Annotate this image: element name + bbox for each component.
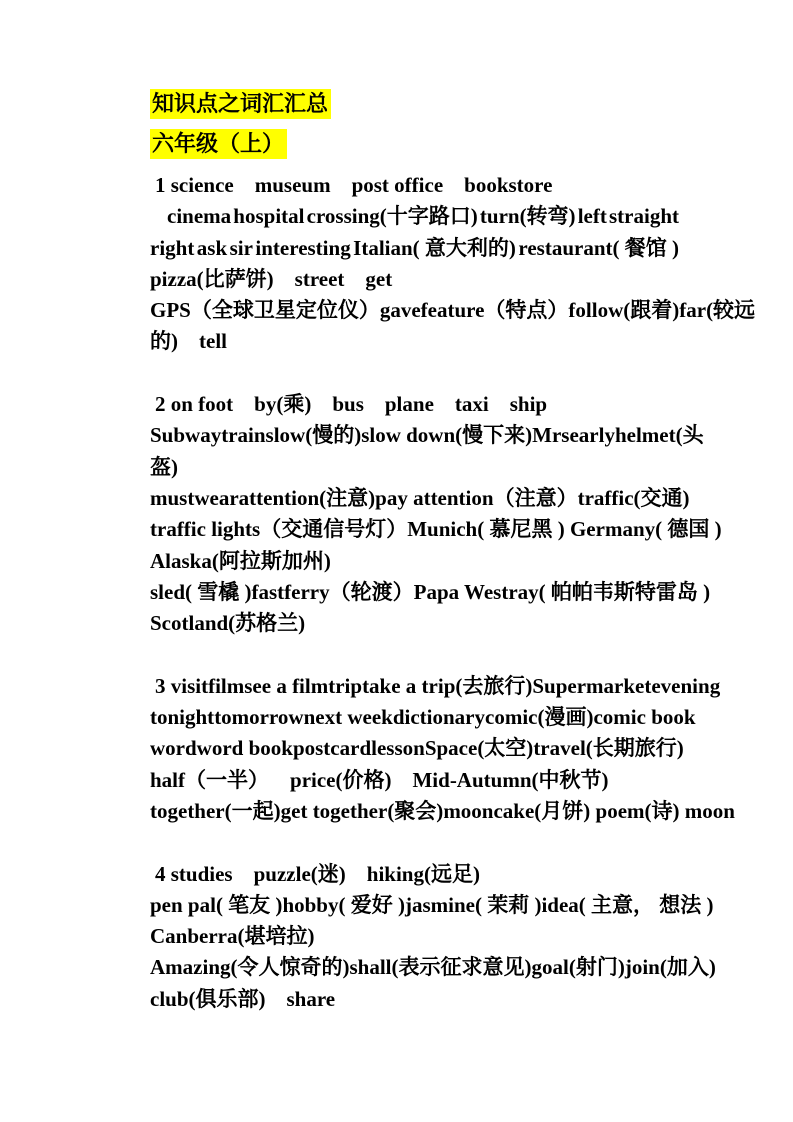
- vocab-line: [150, 389, 679, 420]
- highlighted-heading-text: 六年级（上）: [150, 129, 287, 159]
- vocab-chunk: ask: [196, 235, 228, 260]
- vocab-chunk: 4 studies: [155, 861, 233, 886]
- vocab-chunk: by(乘): [254, 392, 312, 417]
- vocab-chunk: pen pal( 笔友 ): [150, 892, 283, 917]
- vocab-chunk: ship: [509, 392, 548, 417]
- vocab-chunk: see a film: [244, 673, 329, 698]
- vocab-chunk: comic(漫画): [485, 705, 594, 730]
- vocab-line: [150, 170, 679, 201]
- vocab-chunk: turn(转弯): [479, 204, 576, 229]
- heading-line: [150, 130, 679, 157]
- vocab-chunk: fast: [251, 579, 285, 604]
- vocab-chunk: right: [150, 235, 195, 260]
- vocab-chunk: hiking(远足): [366, 861, 480, 886]
- vocab-line: [150, 859, 679, 890]
- vocab-chunk: lesson: [371, 736, 425, 761]
- vocab-chunk: tomorrow: [214, 705, 304, 730]
- vocab-chunk: puzzle(迷): [253, 861, 346, 886]
- vocab-line: [150, 420, 704, 451]
- vocab-chunk: train: [221, 423, 266, 448]
- vocab-chunk: sled( 雪橇 ): [150, 579, 252, 604]
- vocab-chunk: attention(注意): [238, 485, 376, 510]
- vocab-chunk: taxi: [454, 392, 489, 417]
- vocab-chunk: evening: [651, 673, 721, 698]
- vocab-chunk: Munich( 慕尼黑 ) Germany( 德国 ): [407, 517, 722, 542]
- vocab-chunk: crossing(十字路口): [306, 204, 478, 229]
- vocab-chunk: word book: [196, 736, 293, 761]
- vocab-line: [150, 890, 714, 921]
- vocab-line: [150, 765, 679, 796]
- vocab-line: [150, 452, 679, 483]
- vocab-chunk: price(价格): [290, 767, 392, 792]
- vocab-chunk: early: [569, 423, 615, 448]
- vocab-chunk: museum: [254, 173, 331, 197]
- vocab-chunk: follow(跟着): [568, 298, 680, 323]
- vocab-chunk: GPS（全球卫星定位仪）: [150, 298, 380, 323]
- vocab-chunk: wear: [194, 485, 239, 510]
- vocab-chunk: left: [577, 204, 607, 229]
- vocab-line: [150, 608, 679, 639]
- vocab-chunk: take a trip(去旅行)Supermarket: [362, 673, 652, 698]
- vocab-chunk: hospital: [233, 204, 305, 229]
- vocab-chunk: hobby( 爱好 ): [282, 892, 405, 917]
- vocab-chunk: Alaska(阿拉斯加州): [150, 548, 331, 573]
- vocab-line: [150, 233, 679, 264]
- vocab-chunk: get together(聚会): [280, 798, 444, 823]
- vocab-chunk: share: [286, 986, 336, 1011]
- vocab-chunk: Subway: [150, 423, 222, 448]
- vocab-chunk: tonight: [150, 705, 215, 730]
- vocab-chunk: postcard: [292, 736, 372, 761]
- vocab-chunk: trip: [328, 673, 363, 698]
- vocab-line: [150, 702, 696, 733]
- vocab-chunk: pizza(比萨饼): [150, 266, 274, 291]
- blank-line: [150, 358, 679, 389]
- vocab-line: [150, 546, 679, 577]
- heading-line: [150, 90, 679, 117]
- highlighted-heading-text: 知识点之词汇汇总: [150, 89, 331, 119]
- vocab-chunk: Italian( 意大利的): [353, 235, 516, 260]
- vocab-chunk: sir: [229, 235, 253, 260]
- vocab-chunk: 2 on foot: [155, 392, 234, 417]
- vocab-line: [150, 264, 679, 295]
- vocab-chunk: slow(慢的): [265, 423, 362, 448]
- vocab-chunk: must: [150, 485, 195, 510]
- vocab-chunk: shall(表示征求意见): [349, 955, 532, 980]
- vocab-chunk: club(俱乐部): [150, 986, 266, 1011]
- vocab-chunk: ferry（轮渡）: [284, 579, 414, 604]
- vocab-chunk: 盔): [150, 454, 178, 479]
- vocab-chunk: tell: [199, 329, 227, 354]
- vocab-chunk: Amazing(令人惊奇的): [150, 955, 350, 980]
- vocab-line: [150, 921, 679, 952]
- vocab-line: [150, 577, 711, 608]
- vocab-line: [150, 796, 735, 827]
- vocab-line: [150, 984, 679, 1015]
- vocab-chunk: interesting: [255, 235, 351, 260]
- vocab-chunk: slow down(慢下来): [361, 423, 533, 448]
- vocab-line: [150, 201, 679, 232]
- vocab-line: [150, 326, 679, 357]
- vocab-chunk: gave: [379, 298, 421, 323]
- vocab-chunk: restaurant( 餐馆 ): [518, 235, 679, 260]
- vocab-line: [150, 733, 684, 764]
- vocab-chunk: Canberra(堪培拉): [150, 924, 315, 949]
- vocab-chunk: join(加入): [624, 955, 716, 980]
- vocab-chunk: feature（特点）: [420, 298, 569, 323]
- vocab-chunk: straight: [609, 204, 679, 229]
- vocab-chunk: bookstore: [464, 173, 553, 197]
- vocab-line: [150, 483, 690, 514]
- vocab-chunk: mooncake(月饼) poem: [443, 798, 645, 823]
- blank-line: [150, 827, 679, 858]
- vocab-chunk: traffic lights（交通信号灯）: [150, 517, 408, 542]
- vocab-chunk: bus: [332, 392, 364, 417]
- vocab-chunk: street: [294, 266, 345, 291]
- vocab-line: [150, 514, 722, 545]
- vocab-line: [150, 671, 721, 702]
- vocab-chunk: post office: [351, 173, 444, 197]
- vocab-chunk: get: [365, 266, 393, 291]
- vocab-chunk: together(一起): [150, 798, 281, 823]
- vocab-chunk: Space(太空): [424, 736, 534, 761]
- vocab-chunk: goal(射门): [531, 955, 625, 980]
- vocab-chunk: idea( 主意， 想法 ): [541, 892, 714, 917]
- vocab-chunk: half（一半）: [150, 767, 270, 792]
- vocab-chunk: Mid-Autumn(中秋节): [412, 767, 609, 792]
- vocab-chunk: next week: [303, 705, 393, 730]
- vocab-line: [150, 295, 756, 326]
- vocab-chunk: word: [150, 736, 197, 761]
- vocab-chunk: dictionary: [392, 705, 486, 730]
- vocab-chunk: film: [208, 673, 245, 698]
- vocab-chunk: (诗) moon: [644, 798, 735, 823]
- vocab-chunk: pay attention（注意）: [375, 485, 578, 510]
- vocab-chunk: traffic(交通): [577, 485, 690, 510]
- vocab-chunk: Scotland(苏格兰): [150, 611, 306, 636]
- vocab-chunk: jasmine( 茉莉 ): [404, 892, 542, 917]
- vocab-chunk: Papa Westray( 帕帕韦斯特雷岛 ): [413, 579, 711, 604]
- document-body: [150, 90, 756, 1015]
- vocab-chunk: cinema: [167, 204, 232, 229]
- vocab-chunk: travel(长期旅行): [533, 736, 684, 761]
- vocab-chunk: 的): [150, 329, 178, 354]
- vocab-chunk: Mrs: [532, 423, 570, 448]
- vocab-chunk: comic book: [593, 705, 696, 730]
- blank-line: [150, 639, 679, 670]
- vocab-chunk: plane: [384, 392, 434, 417]
- vocab-line: [150, 952, 716, 983]
- vocab-chunk: far(较远: [679, 298, 756, 323]
- vocab-chunk: 3 visit: [155, 673, 209, 698]
- vocab-chunk: 1 science: [155, 173, 234, 197]
- vocab-chunk: helmet(头: [614, 423, 704, 448]
